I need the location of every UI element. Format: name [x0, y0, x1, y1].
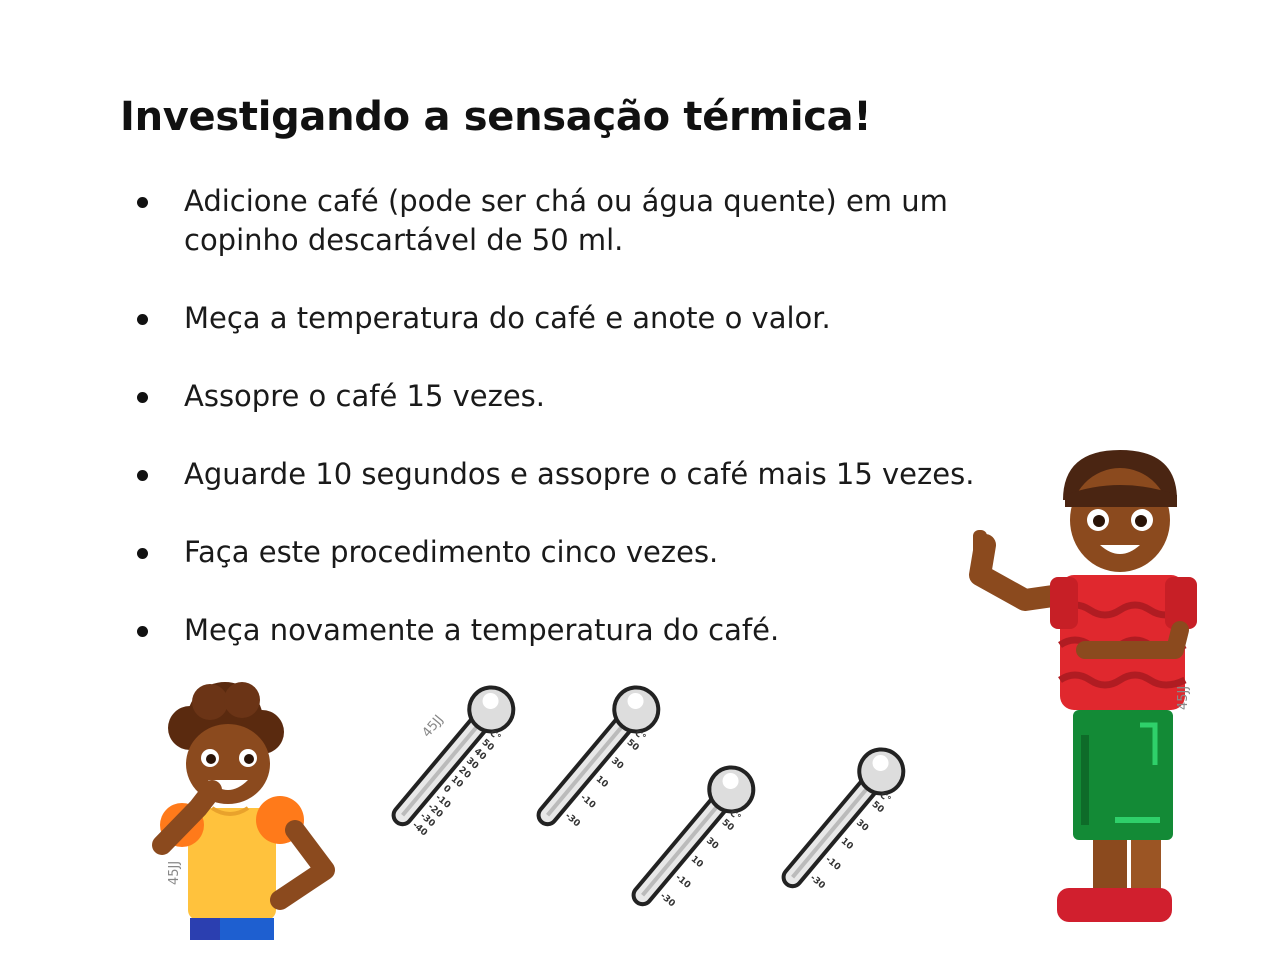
scale-label: 30: [854, 818, 871, 834]
step-text: Faça este procedimento cinco vezes.: [184, 535, 719, 569]
scale-label: 50: [719, 817, 736, 834]
bullet-icon: [137, 392, 148, 403]
list-item: [135, 182, 1035, 260]
scale-label: -10: [578, 792, 598, 811]
scale-label: -30: [807, 873, 827, 892]
step-text: Aguarde 10 segundos e assopre o café mais 15 vezes.: [184, 457, 975, 491]
thermometer-icon: [770, 745, 910, 905]
scale-label: -10: [673, 872, 693, 891]
list-item: [135, 455, 1035, 494]
step-text: Meça novamente a temperatura do café.: [184, 613, 780, 647]
scale-label: 40: [471, 746, 488, 763]
watermark-text: 45JJ: [1176, 685, 1191, 710]
step-text: Adicione café (pode ser chá ou água quente) em um copinho descartável de 50 ml.: [184, 184, 948, 257]
list-item: [135, 611, 1035, 650]
thermometer-icon: [380, 683, 520, 843]
scale-label: 20: [456, 765, 473, 781]
scale-label: -30: [562, 811, 582, 830]
scale-label: -10: [433, 792, 453, 811]
bullet-icon: [137, 470, 148, 481]
scale-label: 30: [609, 756, 626, 772]
scale-label: 30: [464, 756, 481, 772]
scale-label: -40: [410, 820, 429, 839]
scale-label: 50: [869, 799, 886, 816]
scale-label: 10: [593, 774, 610, 791]
watermark-text: 45JJ: [419, 712, 447, 741]
scale-label: 10: [838, 836, 855, 853]
bullet-icon: [137, 626, 148, 637]
scale-label: -20: [425, 801, 445, 821]
thermometer-icon: [620, 763, 760, 923]
thinking-girl-illustration: [130, 680, 350, 945]
page-title: Investigando a sensação térmica!: [120, 94, 872, 140]
bullet-icon: [137, 197, 148, 208]
bullet-icon: [137, 548, 148, 559]
bullet-icon: [137, 314, 148, 325]
scale-label: -10: [823, 854, 843, 873]
unit-label: C°: [877, 790, 893, 806]
list-item: [135, 299, 1035, 338]
scale-label: 10: [688, 854, 705, 871]
scale-label: 30: [704, 836, 721, 852]
instruction-list: [135, 182, 1035, 689]
watermark-text: 45JJ: [167, 860, 182, 885]
scale-label: -30: [417, 811, 437, 830]
scale-label: 10: [448, 774, 465, 791]
scale-label: 0: [440, 783, 453, 796]
scale-label: 50: [624, 737, 641, 754]
pointing-boy-illustration: [955, 445, 1205, 925]
unit-label: C°: [632, 728, 648, 744]
list-item: [135, 377, 1035, 416]
unit-label: C°: [727, 808, 743, 824]
unit-label: C°: [487, 728, 503, 744]
scale-label: -30: [657, 891, 677, 910]
list-item: [135, 533, 1035, 572]
step-text: Meça a temperatura do café e anote o valor.: [184, 301, 831, 335]
step-text: Assopre o café 15 vezes.: [184, 379, 546, 413]
scale-label: 50: [479, 737, 496, 754]
